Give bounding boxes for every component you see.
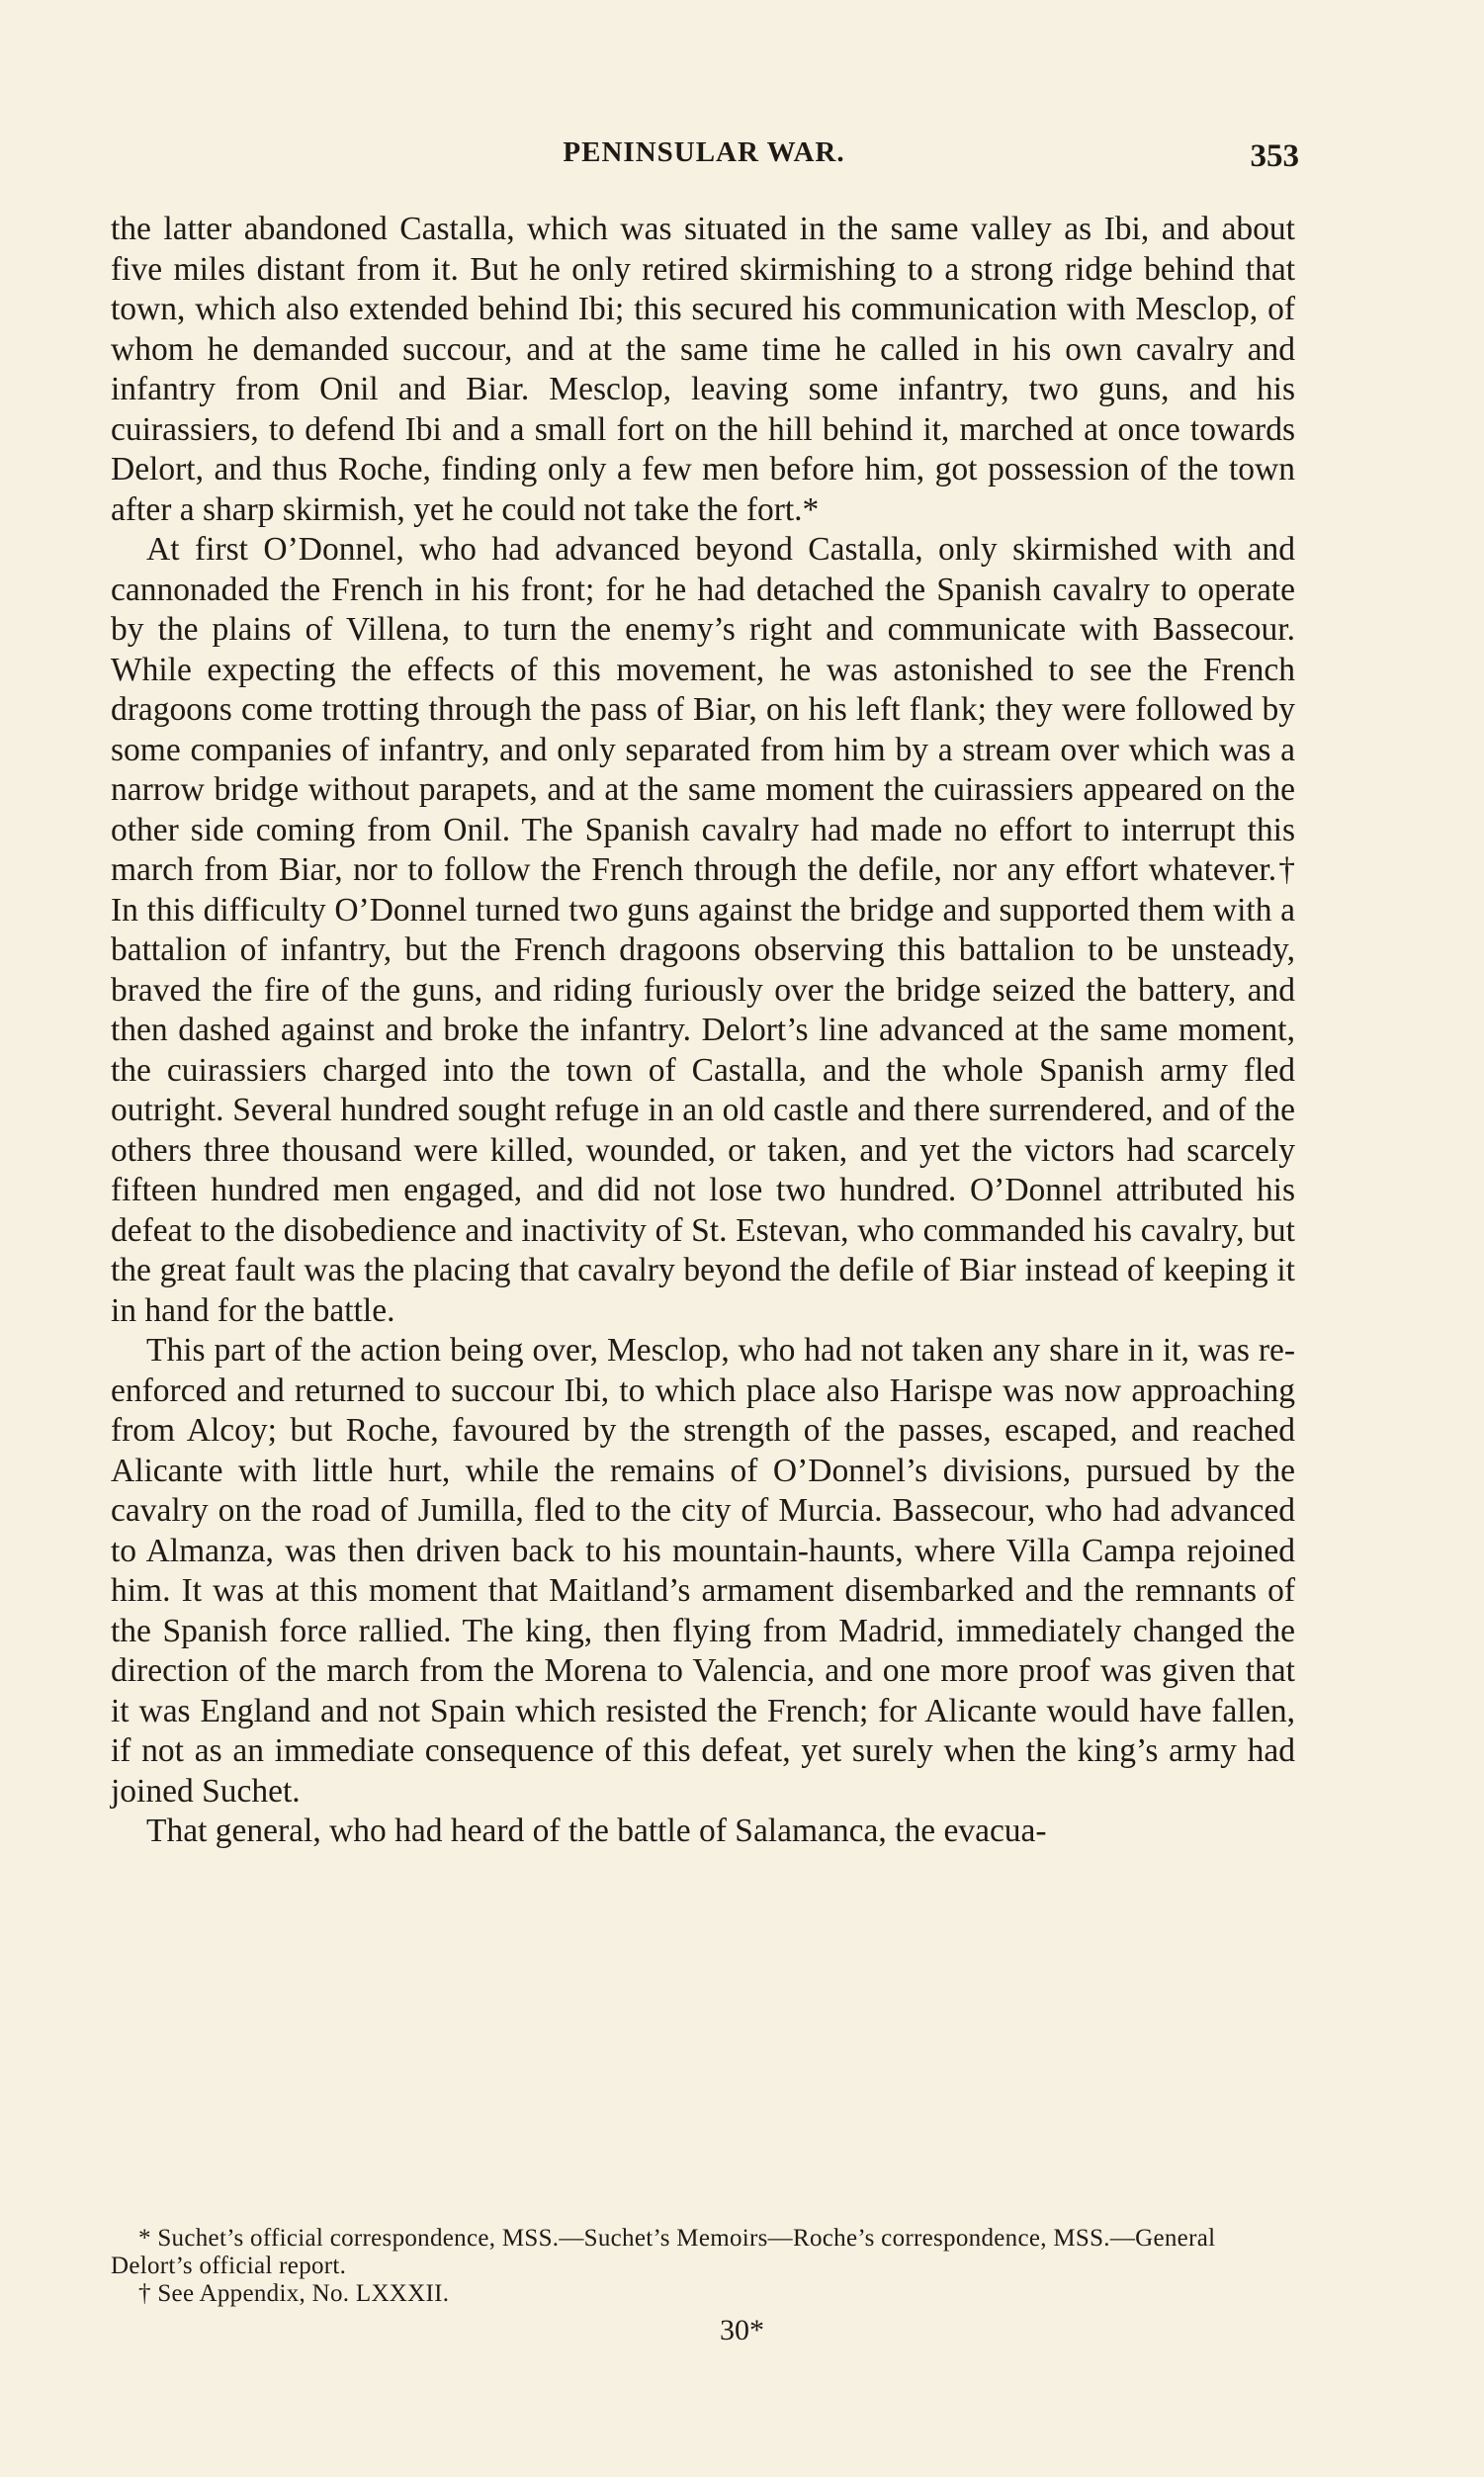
body-text	[111, 210, 1295, 1852]
paragraph-odonnel-defeat: At first O’Donnel, who had advanced beyond Castalla, only skirmished with and cannonaded the French in his front; for he had detached the Spanish cavalry to operate by the plains of Villena, to turn the enemy’s right and communicate with Bassecour. While expecting the effects of this movement, he was astonished to see the French dragoons come trotting through the pass of Biar, on his left flank; they were followed by some companies of infantry, and only separated from him by a stream over which was a narrow bridge without parapets, and at the same moment the cuirassiers appeared on the other side coming from Onil. The Spanish cavalry had made no effort to interrupt this march from Biar, nor to follow the French through the defile, nor any effort whatever.† In this difficulty O’Donnel turned two guns against the bridge and supported them with a battalion of infantry, but the French dragoons observing this battalion to be unsteady, braved the fire of the guns, and riding furiously over the bridge seized the battery, and then dashed against and broke the infantry. Delort’s line advanced at the same moment, the cuirassiers charged into the town of Castalla, and the whole Spanish army fled outright. Several hundred sought refuge in an old castle and there surrendered, and of the others three thousand were killed, wounded, or taken, and yet the victors had scarcely fifteen hundred men engaged, and did not lose two hundred. O’Donnel attributed his defeat to the disobedience and inactivity of St. Estevan, who commanded his cavalry, but the great fault was the placing that cavalry beyond the defile of Biar instead of keeping it in hand for the battle.	[111, 531, 1295, 1329]
paragraph-continued: the latter abandoned Castalla, which was situated in the same valley as Ibi, and about five miles distant from it. But he only retired skirmishing to a strong ridge behind that town, which also extended behind Ibi; this secured his communication with Mesclop, of whom he demanded succour, and at the same time he called in his own cavalry and infantry from Onil and Biar. Mesclop, leaving some infantry, two guns, and his cuirassiers, to defend Ibi and a small fort on the hill behind it, marched at once towards Delort, and thus Roche, finding only a few men before him, got possession of the town after a sharp skirmish, yet he could not take the fort.*	[111, 211, 1295, 528]
paragraph-that-general: That general, who had heard of the battle of Salamanca, the evacua-	[146, 1813, 1047, 1849]
signature-mark: 30*	[720, 2314, 764, 2346]
footnotes	[111, 2225, 1295, 2308]
running-head	[111, 136, 1297, 186]
paragraph-mesclop-retreat: This part of the action being over, Mesclop, who had not taken any share in it, was re-enforced and returned to succour Ibi, to which place also Harispe was now approaching from Alcoy; but Roche, favoured by the strength of the passes, escaped, and reached Alicante with little hurt, while the remains of O’Donnel’s divisions, pursued by the cavalry on the road of Jumilla, fled to the city of Murcia. Bassecour, who had advanced to Almanza, was then driven back to his mountain-haunts, where Villa Campa rejoined him. It was at this moment that Maitland’s armament disembarked and the remnants of the Spanish force rallied. The king, then flying from Madrid, immediately changed the direction of the march from the Morena to Valencia, and one more proof was given that it was England and not Spain which resisted the French; for Alicante would have fallen, if not as an immediate consequence of this defeat, yet surely when the king’s army had joined Suchet.	[111, 1332, 1295, 1810]
footnote-asterisk: * Suchet’s official correspondence, MSS.—Suchet’s Memoirs—Roche’s correspondence, MSS.—General Delort’s official report.	[111, 2225, 1216, 2279]
footnote-dagger: † See Appendix, No. LXXXII.	[138, 2280, 450, 2307]
page-number: 353	[1250, 138, 1299, 174]
running-title: PENINSULAR WAR.	[563, 136, 845, 168]
